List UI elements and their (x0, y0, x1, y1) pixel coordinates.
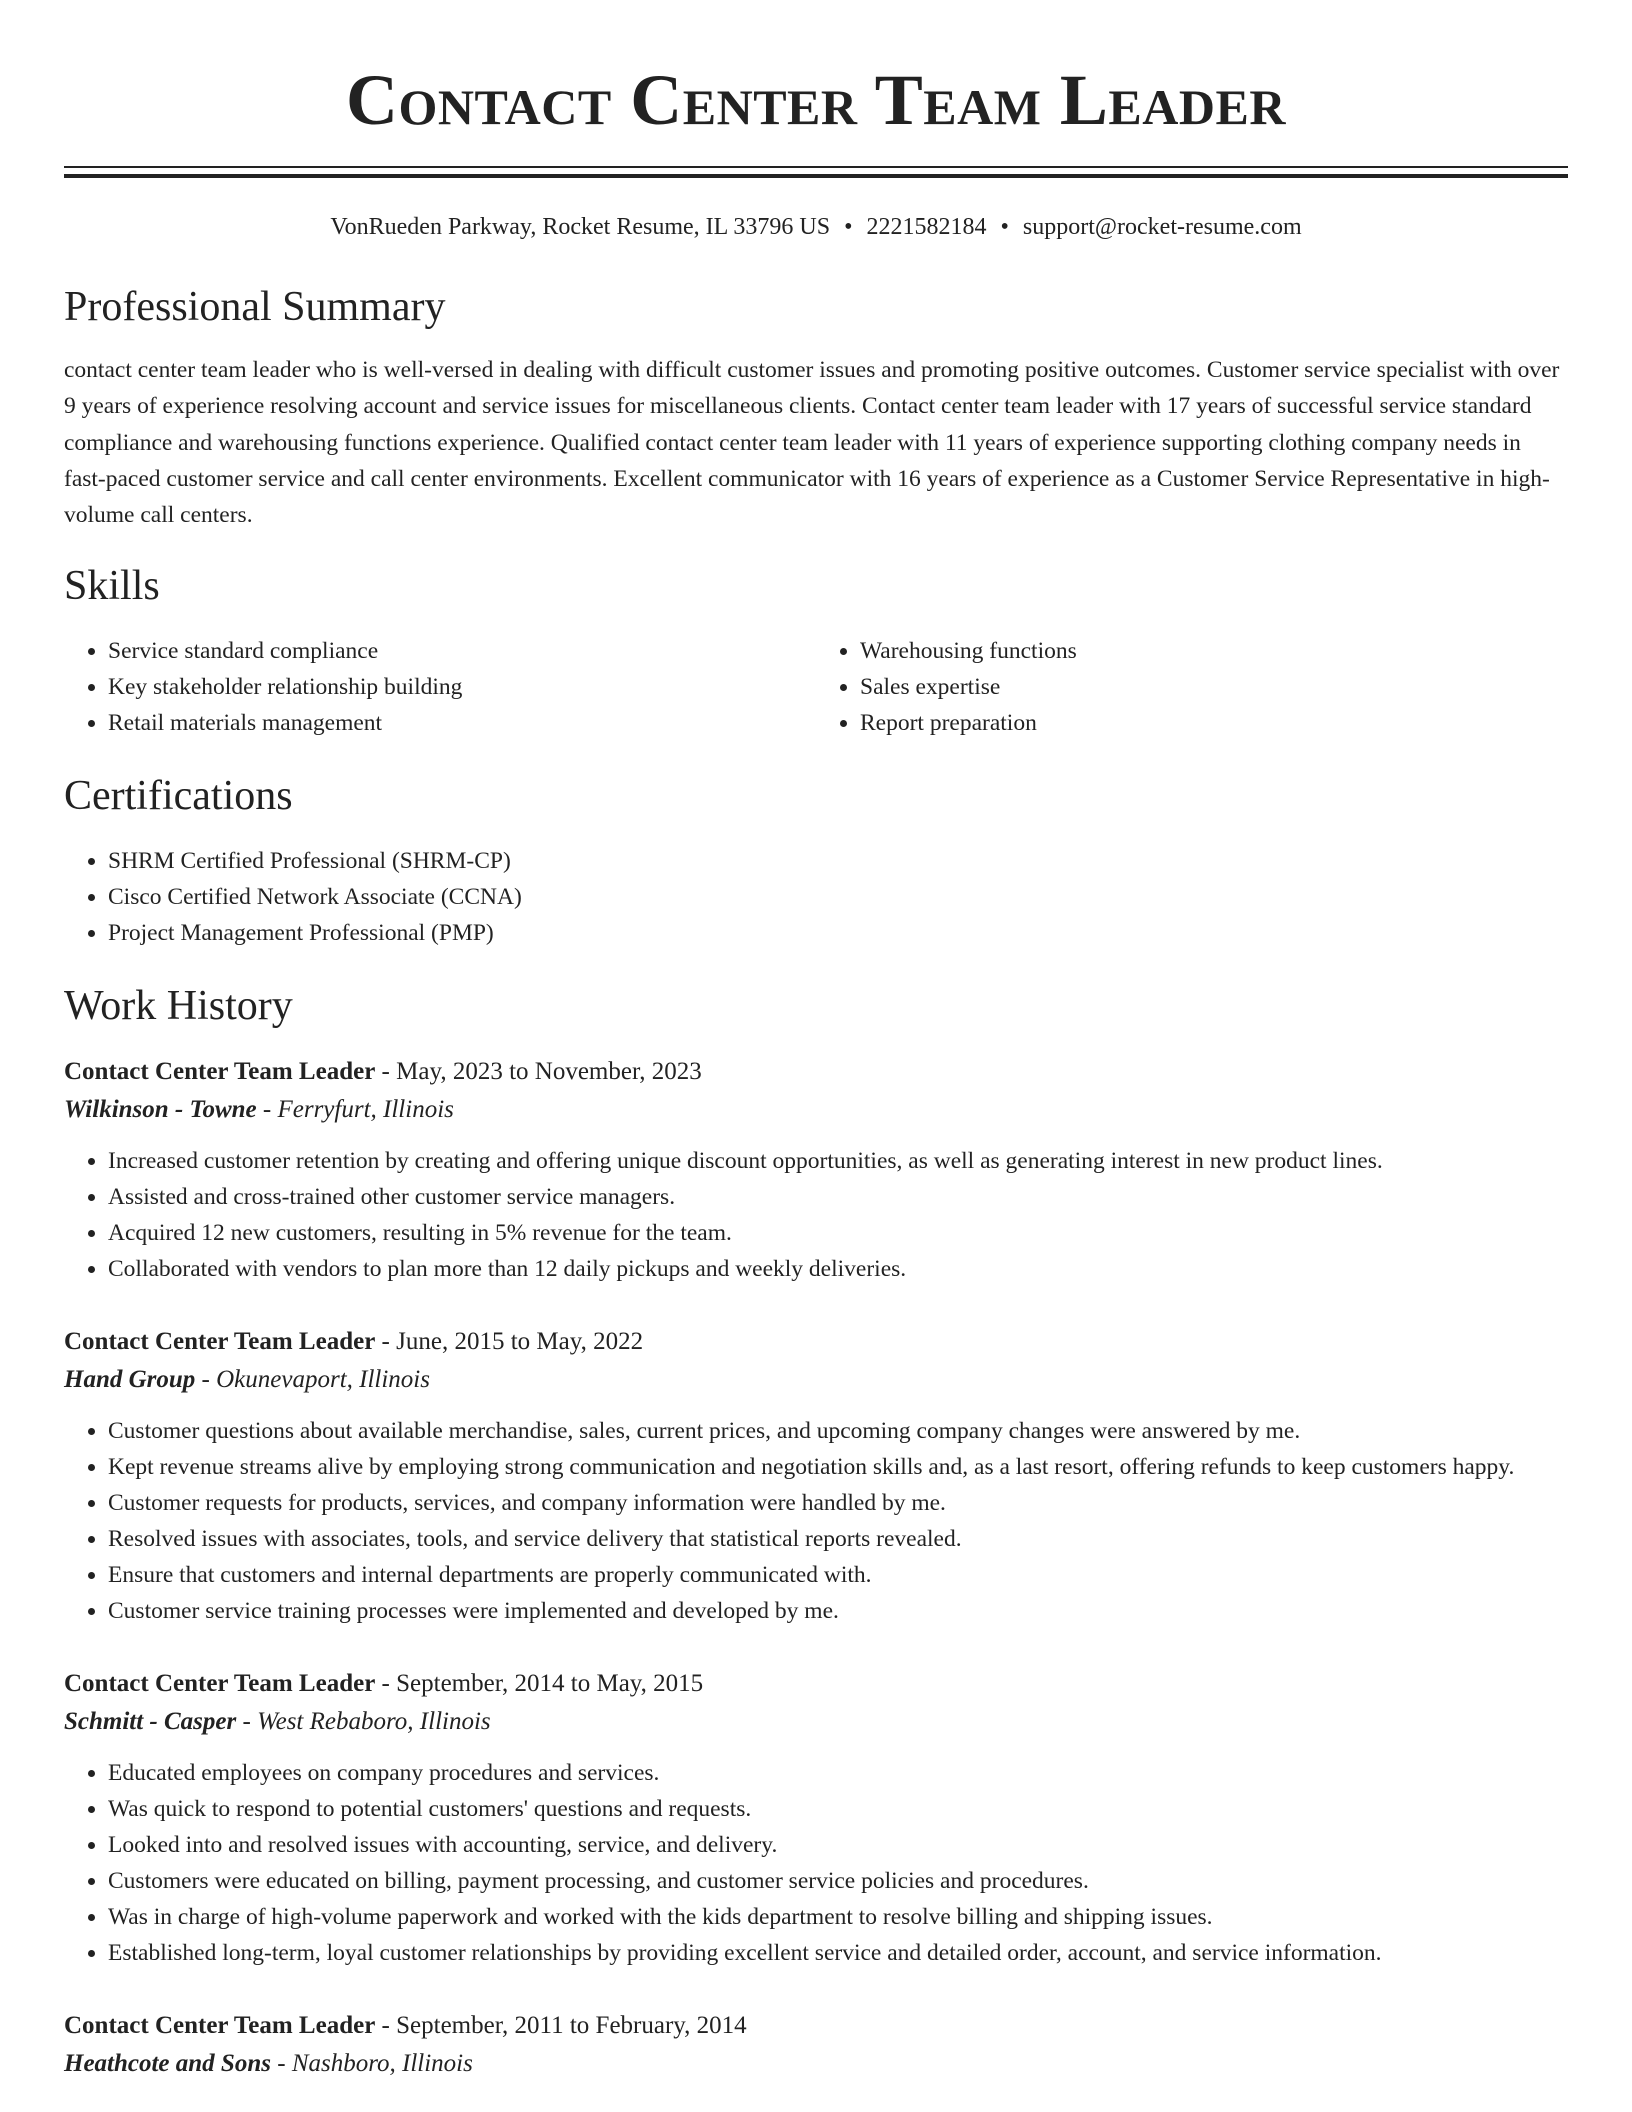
contact-line (64, 212, 1568, 242)
skills-heading: Skills (64, 563, 160, 610)
contact-separator: • (844, 214, 853, 240)
skills-list-right (816, 633, 1568, 741)
job-company-line: Wilkinson - Towne - Ferryfurt, Illinois (64, 1096, 454, 1124)
job-title-line: Contact Center Team Leader - September, 2011 to February, 2014 (64, 2012, 747, 2040)
job-entry (64, 1665, 1568, 1971)
summary-section (64, 282, 1568, 533)
header-divider-thick (64, 174, 1568, 178)
job-bullet: • Resolved issues with associates, tools, and service delivery that statistical reports revealed. (108, 1521, 1568, 1557)
job-title: Contact Center Team Leader (64, 1328, 376, 1356)
job-entry (64, 1053, 1568, 1287)
job-location: West Rebaboro, Illinois (257, 1708, 491, 1736)
job-title-line: Contact Center Team Leader - May, 2023 to November, 2023 (64, 1058, 702, 1086)
job-dates: September, 2011 to February, 2014 (396, 2012, 747, 2040)
contact-address: VonRueden Parkway, Rocket Resume, IL 33796 US (330, 214, 831, 240)
certification-item: • SHRM Certified Professional (SHRM-CP) (108, 843, 1568, 879)
skills-list-left (64, 633, 816, 741)
job-location: Okunevaport, Illinois (216, 1366, 430, 1394)
summary-text: contact center team leader who is well-versed in dealing with difficult customer issues and promoting positive outcomes. Customer service specialist with over 9 years of experience resolving account and service issues for miscellaneous clients. Contact center team leader with 17 years of successful service standard compliance and warehousing functions experience. Qualified contact center team leader with 11 years of experience supporting clothing company needs in fast-paced customer service and call center environments. Excellent communicator with 16 years of experience as a Customer Service Representative in high-volume call centers. (64, 357, 1560, 529)
job-company: Heathcote and Sons (64, 2050, 271, 2078)
job-title: Contact Center Team Leader (64, 2012, 376, 2040)
skill-item: • Sales expertise (860, 669, 1568, 705)
job-company-line: Schmitt - Casper - West Rebaboro, Illinois (64, 1708, 491, 1736)
certifications-section (64, 771, 1568, 951)
job-dates: May, 2023 to November, 2023 (396, 1058, 702, 1086)
job-bullet: • Increased customer retention by creating and offering unique discount opportunities, as well as generating interest in new product lines. (108, 1143, 1568, 1179)
job-dates: September, 2014 to May, 2015 (396, 1670, 704, 1698)
skill-item: • Report preparation (860, 705, 1568, 741)
skill-item: • Service standard compliance (108, 633, 816, 669)
job-bullets (64, 1143, 1568, 1287)
job-entry (64, 1323, 1568, 1629)
header-divider-thin (64, 166, 1568, 168)
resume-page (64, 0, 1568, 2083)
skills-section (64, 561, 1568, 741)
job-company: Schmitt - Casper (64, 1708, 237, 1736)
work-history-heading: Work History (64, 983, 293, 1030)
job-bullet: • Customer questions about available merchandise, sales, current prices, and upcoming company changes were answered by me. (108, 1413, 1568, 1449)
job-title-line: Contact Center Team Leader - June, 2015 to May, 2022 (64, 1328, 644, 1356)
job-bullet: • Educated employees on company procedures and services. (108, 1755, 1568, 1791)
work-history-section (64, 981, 1568, 2083)
resume-name: Contact Center Team Leader (346, 60, 1286, 140)
certifications-heading: Certifications (64, 773, 293, 820)
job-bullets (64, 1755, 1568, 1971)
job-bullet: • Assisted and cross-trained other customer service managers. (108, 1179, 1568, 1215)
job-location: Ferryfurt, Illinois (277, 1096, 454, 1124)
skill-item: • Warehousing functions (860, 633, 1568, 669)
job-bullets (64, 1413, 1568, 1629)
job-company: Hand Group (64, 1366, 196, 1394)
job-title: Contact Center Team Leader (64, 1670, 376, 1698)
job-bullet: • Kept revenue streams alive by employing strong communication and negotiation skills and, as a last resort, offering refunds to keep customers happy. (108, 1449, 1568, 1485)
job-company-line: Heathcote and Sons - Nashboro, Illinois (64, 2050, 473, 2078)
job-location: Nashboro, Illinois (291, 2050, 473, 2078)
job-entry (64, 2007, 1568, 2083)
contact-phone: 2221582184 (866, 214, 987, 240)
job-company-line: Hand Group - Okunevaport, Illinois (64, 1366, 430, 1394)
contact-email: support@rocket-resume.com (1022, 214, 1302, 240)
job-bullet: • Was quick to respond to potential customers' questions and requests. (108, 1791, 1568, 1827)
job-bullet: • Collaborated with vendors to plan more than 12 daily pickups and weekly deliveries. (108, 1251, 1568, 1287)
job-bullet: • Established long-term, loyal customer relationships by providing excellent service and detailed order, account, and service information. (108, 1935, 1568, 1971)
certifications-list (64, 843, 1568, 951)
job-bullet: • Customers were educated on billing, payment processing, and customer service policies and procedures. (108, 1863, 1568, 1899)
job-dates: June, 2015 to May, 2022 (396, 1328, 644, 1356)
job-bullet: • Customer service training processes were implemented and developed by me. (108, 1593, 1568, 1629)
skill-item: • Retail materials management (108, 705, 816, 741)
job-company: Wilkinson - Towne (64, 1096, 257, 1124)
job-bullet: • Customer requests for products, services, and company information were handled by me. (108, 1485, 1568, 1521)
summary-heading: Professional Summary (64, 284, 446, 330)
job-bullet: • Was in charge of high-volume paperwork and worked with the kids department to resolve billing and shipping issues. (108, 1899, 1568, 1935)
certification-item: • Project Management Professional (PMP) (108, 915, 1568, 951)
contact-separator: • (1000, 214, 1009, 240)
job-title-line: Contact Center Team Leader - September, 2014 to May, 2015 (64, 1670, 704, 1698)
certification-item: • Cisco Certified Network Associate (CCNA) (108, 879, 1568, 915)
job-title: Contact Center Team Leader (64, 1058, 376, 1086)
skills-grid (64, 633, 1568, 741)
job-bullet: • Ensure that customers and internal departments are properly communicated with. (108, 1557, 1568, 1593)
job-bullet: • Looked into and resolved issues with accounting, service, and delivery. (108, 1827, 1568, 1863)
job-bullet: • Acquired 12 new customers, resulting in 5% revenue for the team. (108, 1215, 1568, 1251)
skill-item: • Key stakeholder relationship building (108, 669, 816, 705)
